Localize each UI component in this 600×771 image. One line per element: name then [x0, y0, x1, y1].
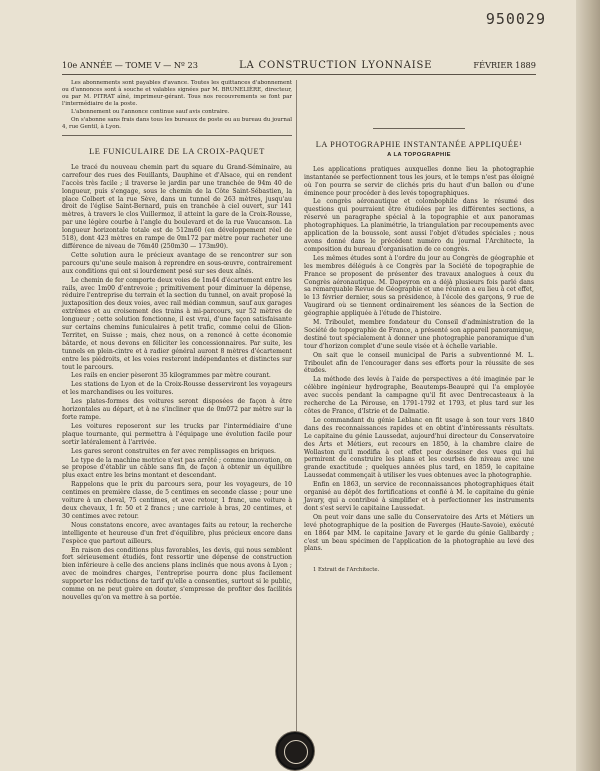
photographie-paragraph: Le commandant du génie Leblanc en fit usage à son tour vers 1840 dans des reconnaissances rapides et en obtint d'intéressants résultats. Le capitaine du génie Laussedat, aujourd'hui directeur du Conservatoire des Arts et Métiers, eut recours en 1850, à la chambre claire de Wollaston qu'il modifia à cet effet pour dessiner des vues qui lui permirent de construire les plans et les courbes de niveau avec une grande exactitude ; quelques années plus tard, en 1859, le capitaine Laussedat commençait à utiliser les vues obtenues avec la photographie. [304, 416, 534, 480]
funiculaire-paragraph: Rappelons que le prix du parcours sera, pour les voyageurs, de 10 centimes en première classe, de 5 centimes en seconde classe ; pour une voiture à un cheval, 75 centimes, et avec retour, 1 franc, une voiture à deux chevaux, 1 fr. 50 et 2 francs ; une carriole à bras, 20 centimes, et 30 centimes avec retour. [62, 481, 292, 520]
left-column [62, 80, 292, 603]
photographie-paragraph: On sait que le conseil municipal de Paris a subventionné M. L. Triboulet afin de l'encourager dans ses efforts pour la réussite de ses études. [304, 351, 534, 375]
column-divider [296, 80, 297, 735]
photographie-paragraph: Les mêmes études sont à l'ordre du jour au Congrès de géographie et les membres délégués à ce Congrès par la Société de topographie de France se proposent de présenter des travaux analogues à ceux du Congrès aéronautique. M. Dapeyron en a déjà plusieurs fois parlé dans sa remarquable Revue de Géographie et une réunion a eu lieu à cet effet, le 13 février dernier, sous sa présidence, à l'école des garçons, 9 rue de Vaugirard où se tiennent ordinairement les séances de la Section de géographie appliquée à l'étude de l'histoire. [304, 254, 534, 318]
stamp-ring [284, 740, 308, 764]
photographie-paragraph: Les applications pratiques auxquelles donne lieu la photographie instantanée se perfectionnent tous les jours, et le temps n'est pas éloigné où l'on pourra se servir de clichés pris du haut d'un ballon ou d'une éminence pour procéder à des levés topographiques. [304, 165, 534, 197]
funiculaire-title: LE FUNICULAIRE DE LA CROIX-PAQUET [89, 147, 265, 156]
archive-number: 950029 [485, 10, 546, 28]
photographie-paragraph: Le congrès aéronautique et colombophile dans le résumé des questions qui pourraient être étudiées par les différentes sections, a réservé un paragraphe spécial à la topographie et aux panoramas photographiques. La planimétrie, la triangulation par recoupements avec application de la boussole, sont aussi l'objet d'études spéciales ; nous avons donné dans le précédent numéro du journal l'Architecte, la composition du bureau d'organisation de ce congrès. [304, 198, 534, 253]
header-issue: 10e ANNÉE — TOME V — Nº 23 [62, 60, 198, 70]
funiculaire-paragraph: Les voitures reposeront sur les trucks par l'intermédiaire d'une plaque tournante, qui permettra à l'équipage une évolution facile pour sortir latéralement à l'arrivée. [62, 422, 292, 446]
header-rule [62, 74, 536, 75]
photographie-subtitle: A LA TOPOGRAPHIE [387, 151, 451, 158]
funiculaire-paragraph: Le tracé du nouveau chemin part du square du Grand-Séminaire, au carrefour des rues des Feuillants, Dauphine et d'Alsace, qui en rendent l'accès très facile ; il traverse le jardin par une tranchée de 94m 40 de longueur, puis s'engage, sous le chemin de la Côte Saint-Sébastien, la place Colbert et la rue Sève, dans un tunnel de 263 mètres, jusqu'au droit de l'église Saint-Bernard, puis en tranchée à ciel ouvert, sur 141 mètres, à travers le clos Vuillermoz, il atteint la gare de la Croix-Rousse, par une légère courbe à l'angle du boulevard et de la rue Vaucanson. La longueur horizontale totale est de 512m60 (en développement réel de 518), dont 423 mètres en rampe de 0m172 par mètre pour racheter une différence de niveau de 76m40 (250m30 — 173m90). [62, 163, 292, 250]
library-stamp [276, 732, 314, 770]
subscription-notice: Les abonnements sont payables d'avance. Toutes les quittances d'abonnement ou d'annonces sont à souche et valables signées par M. BRUNELIÈRE, directeur, ou par M. PITRAT aîné, imprimeur-gérant. Tous nos recouvrements se font par l'intermédiaire de la poste. [62, 80, 292, 107]
divider [62, 135, 292, 136]
header-date: FÉVRIER 1889 [473, 60, 536, 70]
right-column [304, 80, 534, 575]
subscription-notice: L'abonnement ou l'annonce continue sauf avis contraire. [71, 109, 230, 115]
photographie-paragraph: On peut voir dans une salle du Conservatoire des Arts et Métiers un levé photographique de la position de Faverges (Haute-Savoie), exécuté en 1864 par MM. le capitaine Javary et le garde du génie Galibardy ; c'est un beau spécimen de l'application de la photographie au levé des plans. [304, 513, 534, 553]
funiculaire-paragraph: Le chemin de fer comporte deux voies de 1m44 d'écartement entre les rails, avec 1m00 d'entrevoie ; primitivement pour diminuer la dépense, réduire l'entreprise du terrain et la section du tunnel, on avait proposé la juxtaposition des deux voies, avec rail médian commun, sauf aux garages extrêmes et au croisement des trains à mi-parcours, sur 52 mètres de longueur ; cette solution fonctionne, il est vrai, d'une façon satisfaisante sur certains chemins funiculaires à petit trafic, comme celui de Glion-Territet, en Suisse ; mais, chez nous, on a renoncé à cette économie bâtarde, et nous devons en féliciter les concessionnaires. Par suite, les tunnels en plein-cintre et à radier général auront 8 mètres d'écartement entre les piédroits, et les voies resteront indépendantes et distinctes sur tout le parcours. [62, 276, 292, 371]
funiculaire-paragraph: Les rails en encier pèseront 35 kilogrammes par mètre courant. [71, 372, 271, 380]
funiculaire-paragraph: Cette solution aura le précieux avantage de se rencontrer sur son parcours qu'une seule maison à reprendre en sous-œuvre, contrairement aux conditions qui ont si lourdement pesé sur ses deux aînés. [62, 251, 292, 275]
funiculaire-paragraph: Les gares seront construites en fer avec remplissages en briques. [71, 447, 277, 455]
divider [373, 128, 465, 129]
running-header [62, 58, 536, 72]
header-journal-title: LA CONSTRUCTION LYONNAISE [239, 59, 433, 71]
footnote: 1 Extrait de l'Architecte. [313, 567, 380, 574]
photographie-paragraph: La méthode des levés à l'aide de perspectives a été imaginée par le célèbre ingénieur hydrographe, Beautemps-Beaupré qui l'a employée avec succès pendant la campagne qu'il fit avec Dentrecasteaux à la recherche de La Pérouse, en 1791-1792 et 1793, et plus tard sur les côtes de France, d'Istrie et de Dalmatie. [304, 376, 534, 415]
funiculaire-paragraph: Le type de la machine motrice n'est pas arrêté ; comme innovation, on se propose d'établir un câble sans fin, de façon à obtenir un équilibre plus exact entre les brins montant et descendant. [62, 456, 292, 480]
funiculaire-paragraph: Les stations de Lyon et de la Croix-Rousse desserviront les voyageurs et les marchandises ou les voitures. [62, 381, 292, 397]
funiculaire-paragraph: Nous constatons encore, avec avantages faits au retour, la recherche intelligente et heureuse d'un fret d'équilibre, plus précieux encore dans l'espèce que partout ailleurs. [62, 521, 292, 545]
funiculaire-paragraph: Les plates-formes des voitures seront disposées de façon à être horizontales au départ, et à ne s'incliner que de 0m072 par mètre sur la forte rampe. [62, 398, 292, 421]
book-binding-edge [576, 0, 600, 771]
photographie-paragraph: Enfin en 1863, un service de reconnaissances photographiques était organisé au dépôt des fortifications et confié à M. le capitaine du génie Javary, qui a contribué à simplifier et à perfectionner les instruments dont s'est servi le capitaine Laussedat. [304, 481, 534, 512]
funiculaire-paragraph: En raison des conditions plus favorables, les devis, qui nous semblent fort sérieusement étudiés, font ressortir une dépense de construction bien inférieure à celle des anciens plans inclinés que nous avons à Lyon ; avec de moindres charges, l'entreprise pourra donc plus facilement supporter les réductions de tarif qu'elle a consenties, surtout si le public, comme on ne peut guère en douter, s'empresse de profiter des facilités nouvelles qu'on va mettre à sa portée. [62, 546, 292, 601]
photographie-title: LA PHOTOGRAPHIE INSTANTANÉE APPLIQUÉE¹ [315, 140, 523, 149]
photographie-paragraph: M. Triboulet, membre fondateur du Conseil d'administration de la Société de topographie de France, a présenté son appareil panoramique, destiné tout spécialement à donner une photographie panoramique d'un tour d'horizon complet d'une seule visée et à échelle variable. [304, 319, 534, 350]
subscription-notice: On s'abonne sans frais dans tous les bureaux de poste ou au bureau du journal 4, rue Gentil, à Lyon. [62, 117, 292, 130]
